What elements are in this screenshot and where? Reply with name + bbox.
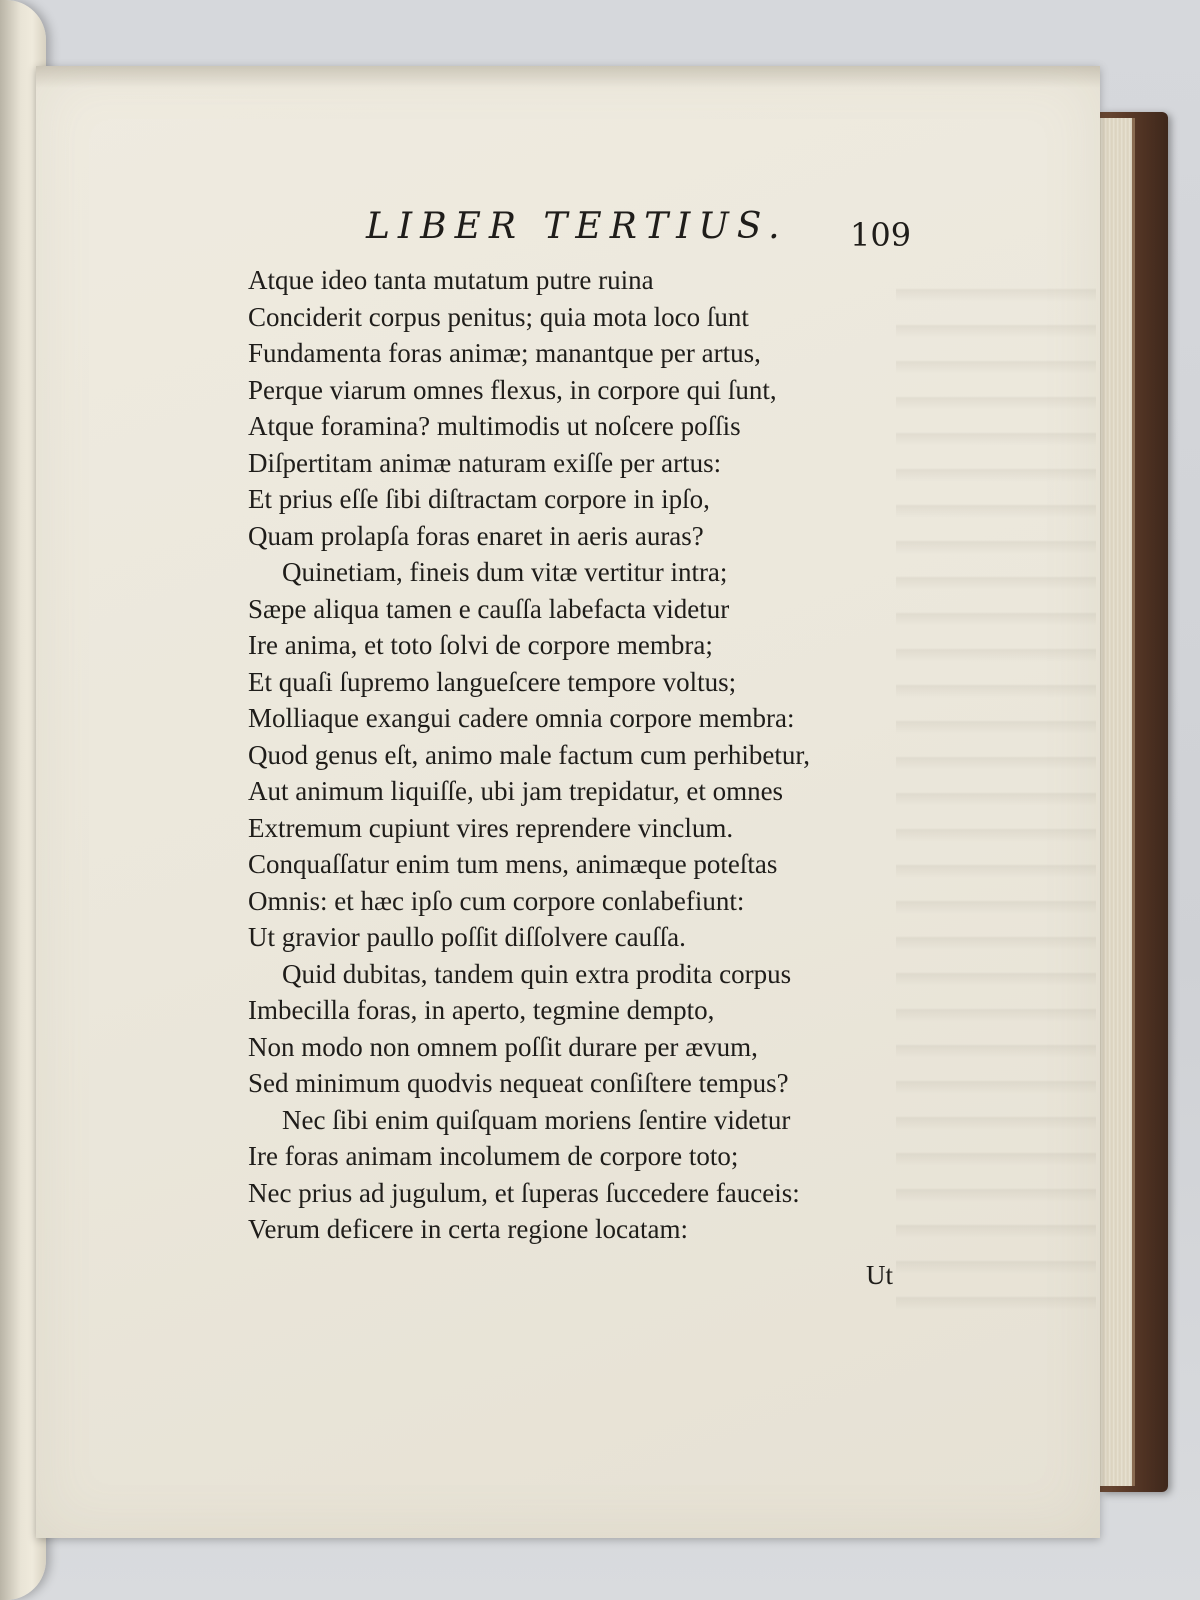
verse-line: Conquaſſatur enim tum mens, animæque poteſtas — [248, 849, 778, 879]
verse-line: Atque ideo tanta mutatum putre ruina — [248, 265, 654, 295]
verse-line: Et prius eſſe ſibi diſtractam corpore in ipſo, — [248, 484, 710, 514]
verse-line: Sed minimum quodvis nequeat conſiſtere tempus? — [248, 1068, 789, 1098]
verse-line: Aut animum liquiſſe, ubi jam trepidatur, et omnes — [248, 776, 784, 806]
catchword: Ut — [866, 1260, 893, 1290]
verse-line: Perque viarum omnes flexus, in corpore qui ſunt, — [248, 374, 777, 405]
verse-line: Fundamenta foras animæ; manantque per artus, — [248, 338, 761, 368]
verse-line: Nec ſibi enim quiſquam moriens ſentire videtur — [282, 1104, 791, 1135]
verse-line: Conciderit corpus penitus; quia mota loco ſunt — [248, 301, 749, 332]
page-number: 109 — [850, 216, 912, 254]
page-shadow — [36, 66, 1100, 88]
verse-line: Molliaque exangui cadere omnia corpore membra: — [248, 703, 795, 733]
book-page — [36, 66, 1100, 1538]
verse-line: Atque foramina? multimodis ut noſcere poſſis — [248, 411, 741, 441]
verse-line: Ire anima, et toto ſolvi de corpore membra; — [248, 630, 713, 660]
verse-line: Sæpe aliqua tamen e cauſſa labefacta videtur — [248, 593, 730, 624]
verse-line: Quod genus eſt, animo male factum cum perhibetur, — [248, 739, 811, 770]
verse-line: Et quaſi ſupremo langueſcere tempore voltus; — [248, 666, 737, 697]
verse-line: Ut gravior paullo poſſit diſſolvere cauſſa. — [248, 922, 686, 952]
verse-line: Quinetiam, fineis dum vitæ vertitur intra; — [282, 557, 728, 587]
verse-line: Quam prolapſa foras enaret in aeris auras? — [248, 520, 704, 551]
verse-line: Nec prius ad jugulum, et ſuperas ſuccedere fauceis: — [248, 1177, 800, 1208]
verse-line: Non modo non omnem poſſit durare per ævum, — [248, 1031, 758, 1062]
verse-line: Verum deficere in certa regione locatam: — [248, 1214, 689, 1244]
running-head: LIBER TERTIUS. — [366, 206, 788, 247]
verse-line: Extremum cupiunt vires reprendere vinclum. — [248, 812, 734, 843]
verse-line: Ire foras animam incolumem de corpore toto; — [248, 1141, 739, 1171]
verse-line: Diſpertitam animæ naturam exiſſe per artus: — [248, 447, 722, 478]
verse-block — [248, 262, 928, 1248]
verse-line: Imbecilla foras, in aperto, tegmine dempto, — [248, 995, 715, 1025]
verse-line: Quid dubitas, tandem quin extra prodita corpus — [282, 958, 792, 989]
verse-line: Omnis: et hæc ipſo cum corpore conlabefiunt: — [248, 885, 745, 916]
